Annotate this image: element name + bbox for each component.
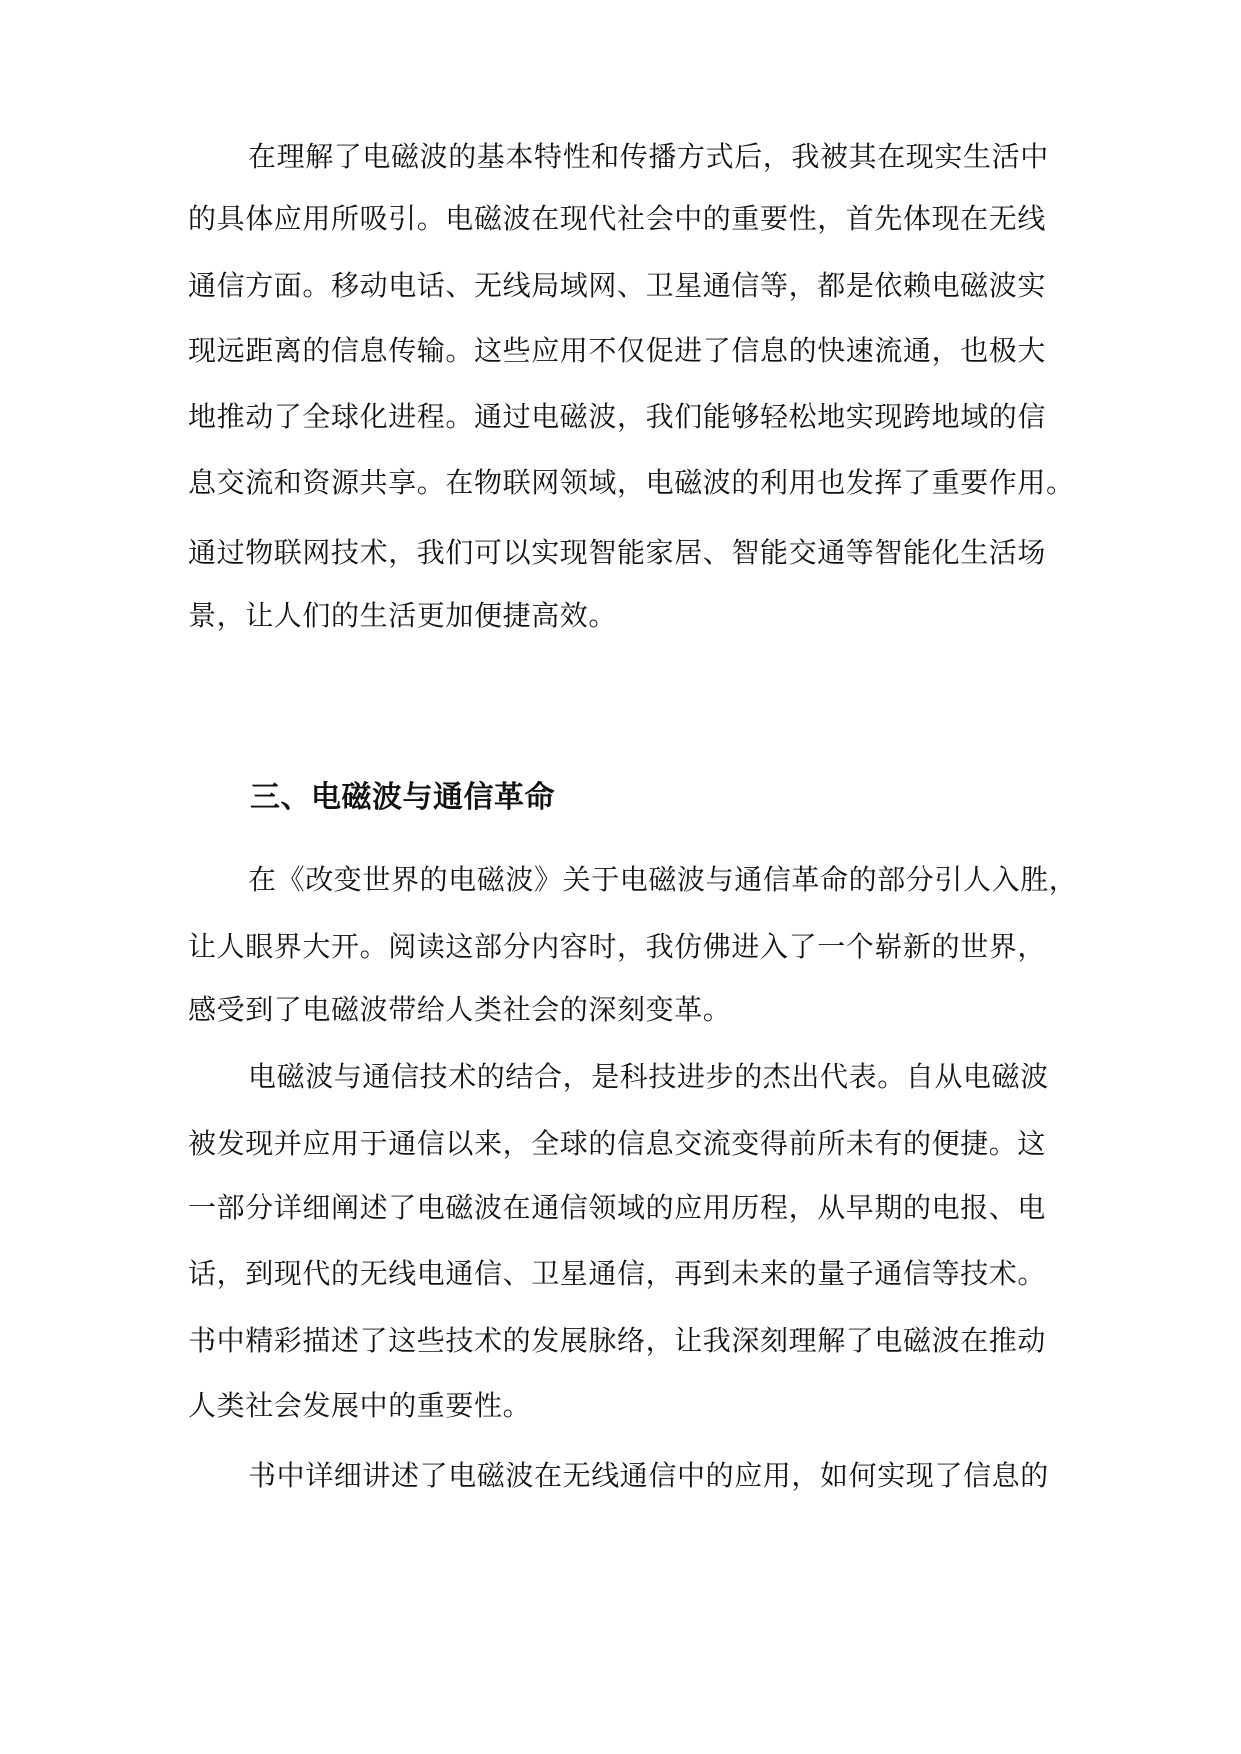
paragraph-3-line-1: 电磁波与通信技术的结合，是科技进步的杰出代表。自从电磁波 — [248, 1060, 1049, 1093]
paragraph-3-line-6: 人类社会发展中的重要性。 — [188, 1389, 532, 1422]
paragraph-1-line-1: 在理解了电磁波的基本特性和传播方式后，我被其在现实生活中 — [248, 140, 1049, 173]
paragraph-1-line-7: 通过物联网技术，我们可以实现智能家居、智能交通等智能化生活场 — [188, 536, 1047, 569]
paragraph-3-line-4: 话，到现代的无线电通信、卫星通信，再到未来的量子通信等技术。 — [188, 1257, 1047, 1290]
paragraph-3-line-2: 被发现并应用于通信以来，全球的信息交流变得前所未有的便捷。这 — [188, 1127, 1047, 1160]
paragraph-3-line-5: 书中精彩描述了这些技术的发展脉络，让我深刻理解了电磁波在推动 — [188, 1324, 1047, 1357]
paragraph-2-line-1: 在《改变世界的电磁波》关于电磁波与通信革命的部分引人入胜， — [248, 863, 1078, 896]
paragraph-1-line-5: 地推动了全球化进程。通过电磁波，我们能够轻松地实现跨地域的信 — [188, 400, 1047, 433]
paragraph-3-line-3: 一部分详细阐述了电磁波在通信领域的应用历程，从早期的电报、电 — [188, 1191, 1047, 1224]
paragraph-2-line-3: 感受到了电磁波带给人类社会的深刻变革。 — [188, 993, 732, 1026]
paragraph-4-line-1: 书中详细讲述了电磁波在无线通信中的应用，如何实现了信息的 — [248, 1459, 1049, 1492]
paragraph-2-line-2: 让人眼界大开。阅读这部分内容时，我仿佛进入了一个崭新的世界， — [188, 930, 1047, 963]
paragraph-1-line-6: 息交流和资源共享。在物联网领域，电磁波的利用也发挥了重要作用。 — [188, 466, 1075, 499]
section-heading: 三、电磁波与通信革命 — [250, 780, 555, 815]
paragraph-1-line-3: 通信方面。移动电话、无线局域网、卫星通信等，都是依赖电磁波实 — [188, 269, 1047, 302]
paragraph-1-line-8: 景，让人们的生活更加便捷高效。 — [188, 599, 618, 632]
paragraph-1-line-4: 现远距离的信息传输。这些应用不仅促进了信息的快速流通，也极大 — [188, 334, 1047, 367]
paragraph-1-line-2: 的具体应用所吸引。电磁波在现代社会中的重要性，首先体现在无线 — [188, 202, 1047, 235]
